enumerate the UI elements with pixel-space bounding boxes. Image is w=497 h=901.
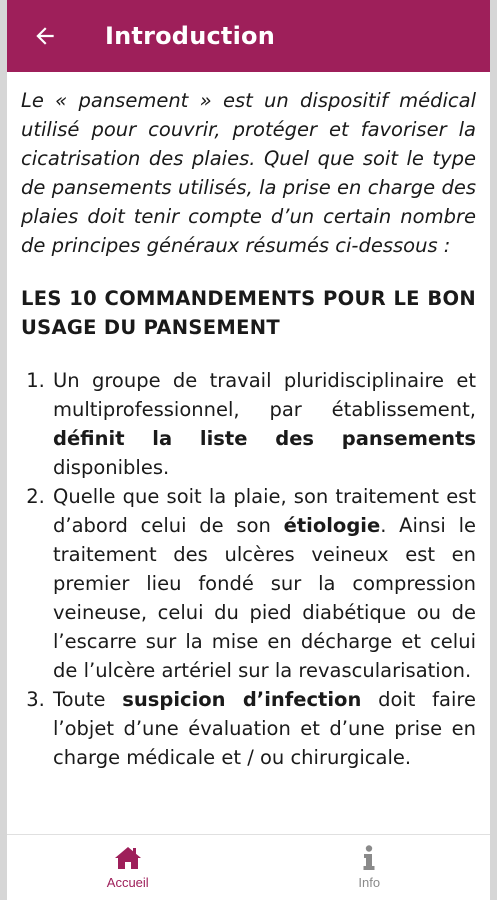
intro-paragraph: Le « pansement » est un dispositif médical utilisé pour couvrir, protéger et favoriser la cicatrisation des plaies. Quel que soit le type de pansements utilisés, la prise en charge des plaies doit tenir compte d’un certain nombre de principes généraux résumés ci-dessous :	[21, 89, 476, 257]
list-item: 1. Un groupe de travail pluridisciplinaire et multiprofessionnel, par établissement, définit la liste des pansements disponibles.	[51, 366, 476, 482]
bottom-nav	[7, 834, 490, 901]
list-item: 3. Toute suspicion d’infection doit faire l’objet d’une évaluation et d’une prise en charge médicale et / ou chirurgicale.	[51, 685, 476, 772]
rules-list	[21, 366, 476, 772]
nav-info[interactable]	[249, 835, 491, 901]
frame-right	[490, 0, 497, 900]
content-scroll[interactable]	[7, 72, 490, 834]
arrow-left-icon	[32, 23, 58, 49]
page-title: Introduction	[105, 22, 275, 50]
app-bar	[7, 0, 490, 72]
back-button[interactable]	[7, 0, 83, 72]
nav-accueil[interactable]	[7, 835, 249, 901]
info-icon	[362, 845, 376, 871]
frame-left	[0, 0, 7, 900]
list-item: 2. Quelle que soit la plaie, son traitement est d’abord celui de son étiologie. Ainsi le traitement des ulcères veineux est en premier lieu fondé sur la compression veineuse, celui du pied diabétique ou de l’escarre sur la mise en décharge et celui de l’ulcère artériel sur la revascularisation.	[51, 482, 476, 685]
home-icon	[114, 845, 142, 871]
section-heading: LES 10 COMMANDEMENTS POUR LE BON USAGE DU PANSEMENT	[21, 287, 476, 339]
nav-accueil-label: Accueil	[106, 875, 149, 890]
nav-info-label: Info	[358, 875, 381, 890]
